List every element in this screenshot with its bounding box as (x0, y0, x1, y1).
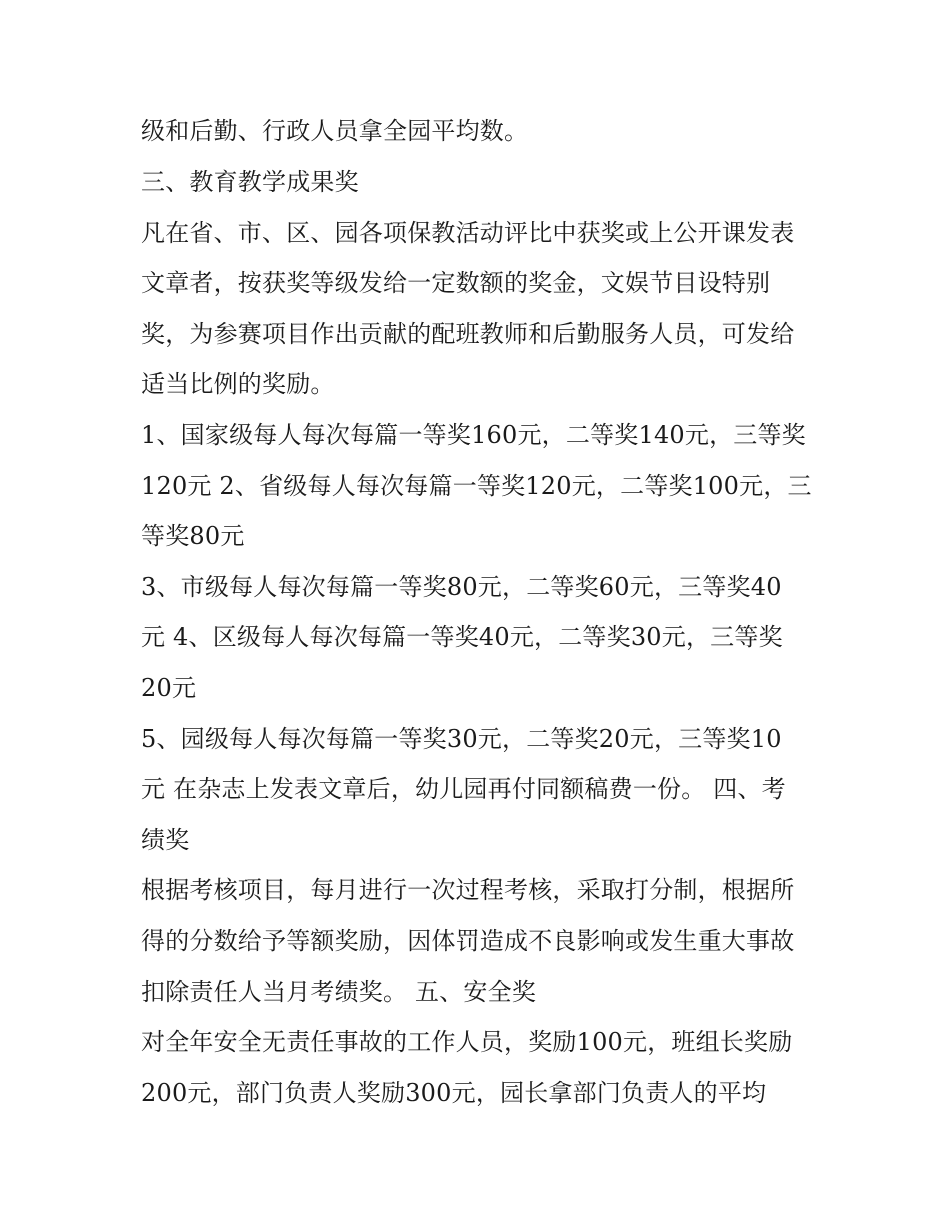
text-line: 20元 (141, 674, 197, 702)
text-line: 文章者，按获奖等级发给一定数额的奖金，文娱节目设特别 (141, 269, 771, 297)
text-line: 级和后勤、行政人员拿全园平均数。 (141, 117, 529, 145)
text-line: 根据考核项目，每月进行一次过程考核，采取打分制，根据所 (141, 876, 795, 904)
text-line: 200元，部门负责人奖励300元，园长拿部门负责人的平均 (141, 1079, 767, 1107)
text-line: 元 在杂志上发表文章后，幼儿园再付同额稿费一份。 四、考 (141, 775, 786, 803)
text-line: 元 4、区级每人每次每篇一等奖40元，二等奖30元，三等奖 (141, 623, 783, 651)
text-line: 1、国家级每人每次每篇一等奖160元，二等奖140元，三等奖 (141, 421, 806, 449)
text-line: 3、市级每人每次每篇一等奖80元，二等奖60元，三等奖40 (141, 573, 782, 601)
text-line: 5、园级每人每次每篇一等奖30元，二等奖20元，三等奖10 (141, 725, 782, 753)
text-line: 适当比例的奖励。 (141, 370, 335, 398)
text-line: 绩奖 (141, 826, 190, 854)
text-line: 凡在省、市、区、园各项保教活动评比中获奖或上公开课发表 (141, 219, 795, 247)
section-heading: 三、教育教学成果奖 (141, 168, 359, 196)
text-line: 得的分数给予等额奖励，因体罚造成不良影响或发生重大事故 (141, 927, 795, 955)
text-line: 对全年安全无责任事故的工作人员，奖励100元，班组长奖励 (141, 1028, 793, 1056)
text-line: 奖，为参赛项目作出贡献的配班教师和后勤服务人员，可发给 (141, 320, 795, 348)
text-line: 等奖80元 (141, 522, 245, 550)
text-line: 120元 2、省级每人每次每篇一等奖120元，二等奖100元，三 (141, 472, 812, 500)
text-line: 扣除责任人当月考绩奖。 五、安全奖 (141, 978, 537, 1006)
